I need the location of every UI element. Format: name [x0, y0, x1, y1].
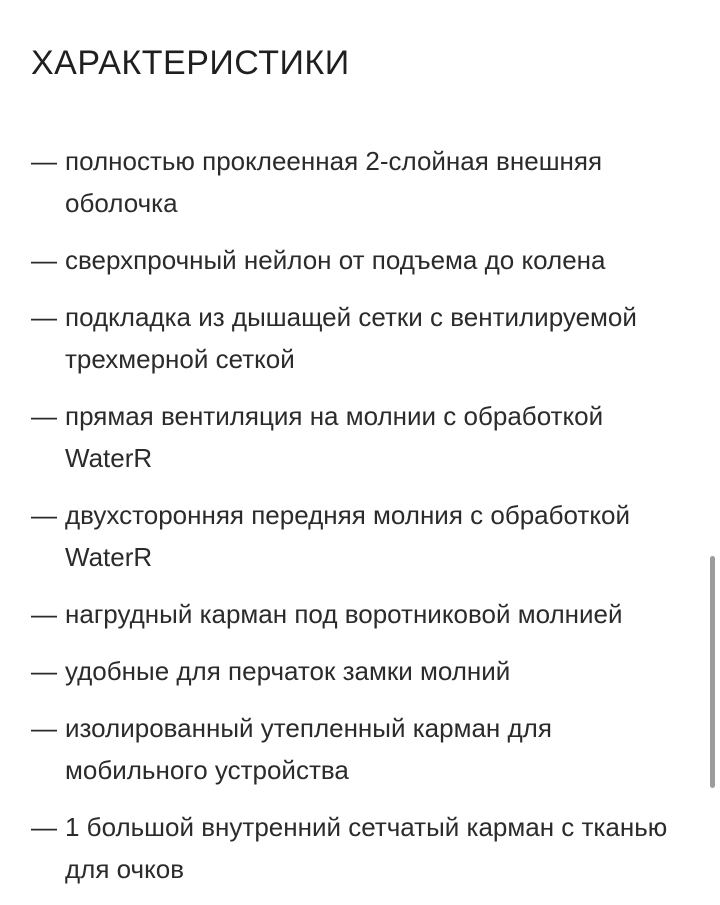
dash-marker: —: [31, 656, 57, 686]
dash-marker: —: [31, 599, 57, 629]
feature-text: нагрудный карман под воротниковой молнией: [65, 599, 623, 629]
dash-marker: —: [31, 500, 57, 530]
feature-item: [31, 395, 691, 479]
dash-marker: —: [31, 401, 57, 431]
dash-marker: —: [31, 812, 57, 842]
dash-marker: —: [31, 302, 57, 332]
scrollbar-thumb[interactable]: [710, 556, 715, 788]
feature-item: [31, 296, 691, 380]
feature-item: [31, 494, 691, 578]
dash-marker: —: [31, 146, 57, 176]
features-list: [31, 140, 691, 905]
feature-text: изолированный утепленный карман для мобильного устройства: [65, 713, 552, 785]
feature-item: [31, 593, 691, 635]
feature-item: [31, 239, 691, 281]
feature-item: [31, 140, 691, 224]
feature-item: [31, 650, 691, 692]
dash-marker: —: [31, 713, 57, 743]
feature-text: 1 большой внутренний сетчатый карман с тканью для очков: [65, 812, 668, 884]
dash-marker: —: [31, 245, 57, 275]
feature-text: полностью проклеенная 2-слойная внешняя оболочка: [65, 146, 603, 218]
feature-text: удобные для перчаток замки молний: [65, 656, 511, 686]
feature-text: прямая вентиляция на молнии с обработкой WaterR: [65, 401, 604, 473]
feature-text: сверхпрочный нейлон от подъема до колена: [65, 245, 606, 275]
feature-item: [31, 707, 691, 791]
feature-item: [31, 806, 691, 890]
section-heading: ХАРАКТЕРИСТИКИ: [31, 44, 350, 82]
feature-text: двухсторонняя передняя молния с обработкой WaterR: [65, 500, 630, 572]
feature-text: подкладка из дышащей сетки с вентилируемой трехмерной сеткой: [65, 302, 637, 374]
